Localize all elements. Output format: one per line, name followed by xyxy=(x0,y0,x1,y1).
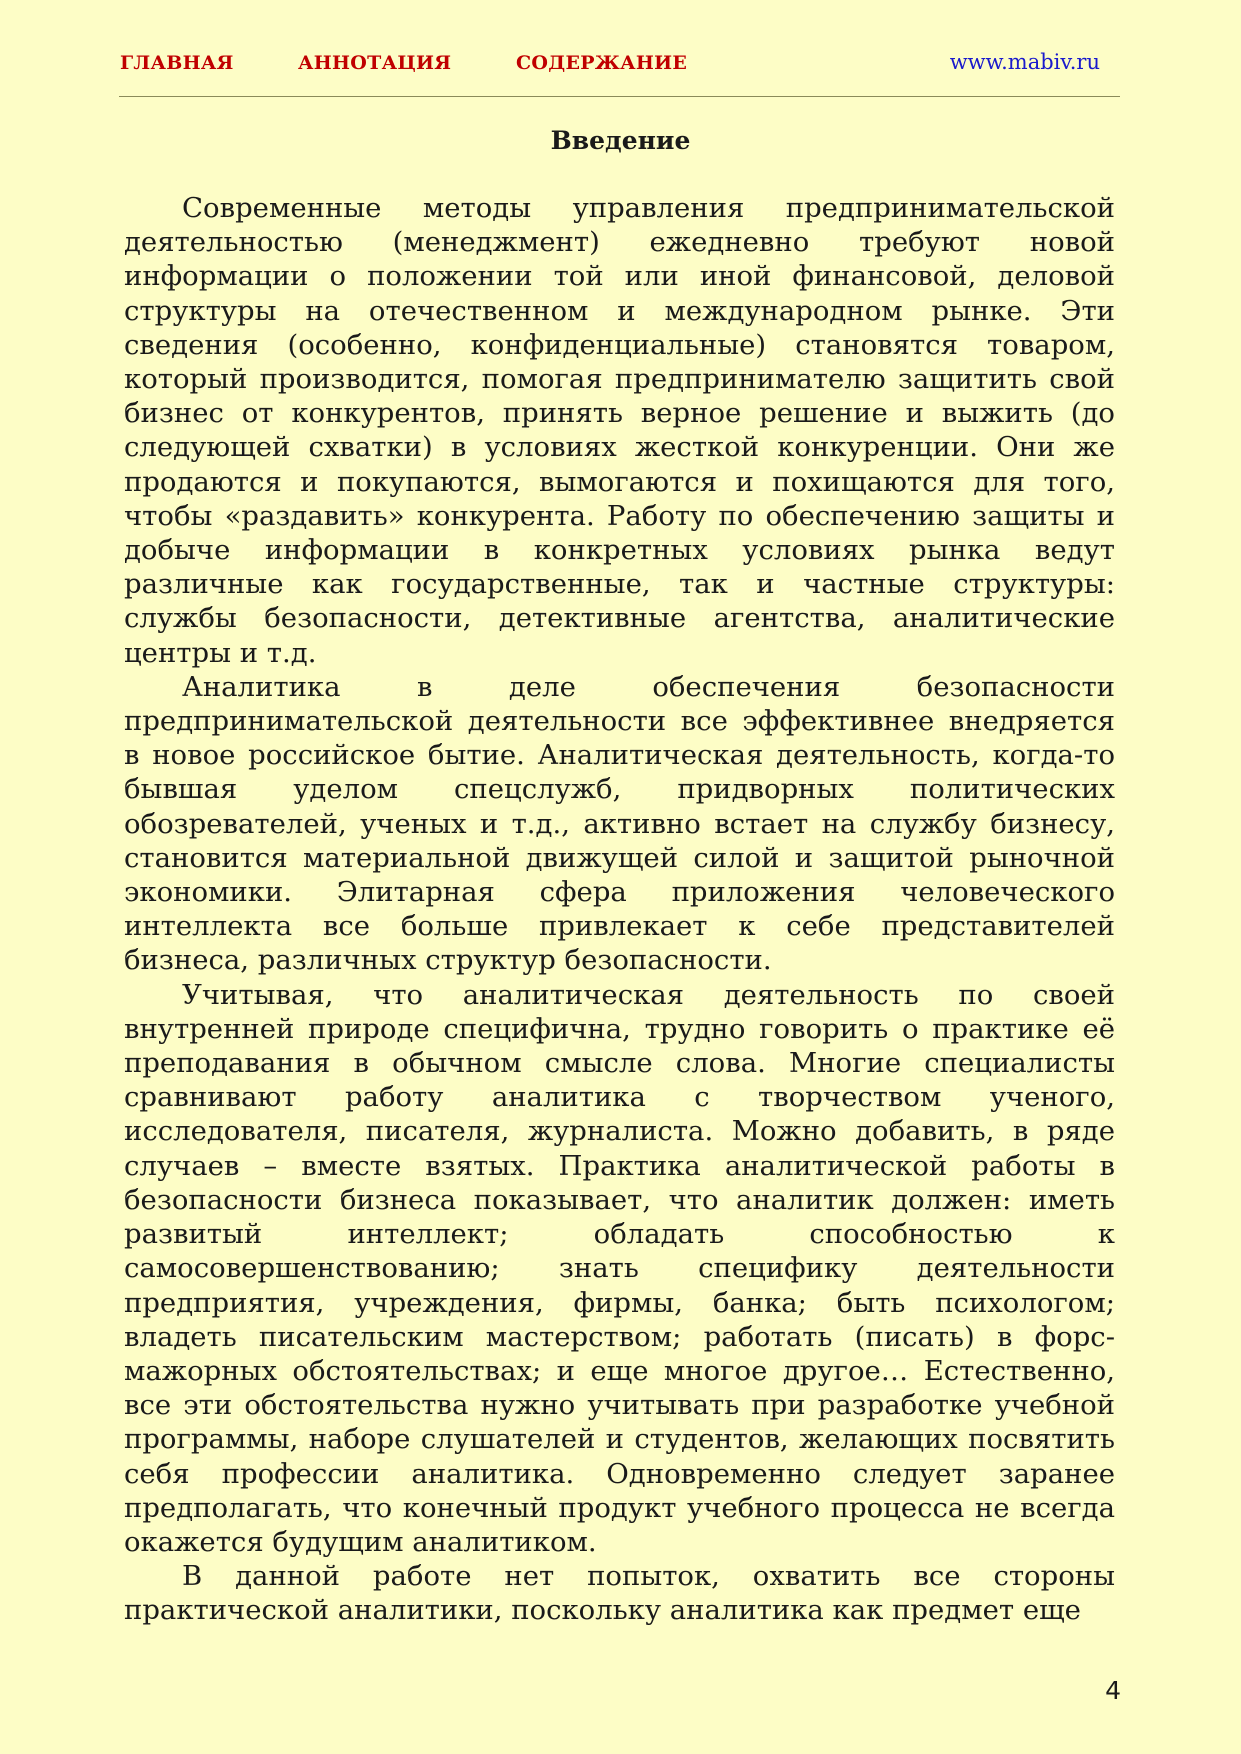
nav-link-annotation[interactable]: АННОТАЦИЯ xyxy=(298,52,452,74)
header-divider xyxy=(119,96,1120,97)
paragraph-4: В данной работе нет попыток, охватить все стороны практической аналитики, поскольку аналитика как предмет еще xyxy=(124,1560,1115,1627)
nav-link-contents[interactable]: СОДЕРЖАНИЕ xyxy=(516,52,688,74)
paragraph-2: Аналитика в деле обеспечения безопасности предпринимательской деятельности все эффективнее внедряется в новое российское бытие. Аналитическая деятельность, когда-то бывшая уделом спецслужб, придворных политических обозревателей, ученых и т.д., активно встает на службу бизнесу, становится материальной движущей силой и защитой рыночной экономики. Элитарная сфера приложения человеческого интеллекта все больше привлекает к себе представителей бизнеса, различных структур безопасности. xyxy=(124,670,1115,977)
page-title: Введение xyxy=(550,126,691,155)
paragraph-3: Учитывая, что аналитическая деятельность по своей внутренней природе специфична, трудно говорить о практике её преподавания в обычном смысле слова. Многие специалисты сравнивают работу аналитика с творчеством ученого, исследователя, писателя, журналиста. Можно добавить, в ряде случаев – вместе взятых. Практика аналитической работы в безопасности бизнеса показывает, что аналитик должен: иметь развитый интеллект; обладать способностью к самосовершенствованию; знать специфику деятельности предприятия, учреждения, фирмы, банка; быть психологом; владеть писательским мастерством; работать (писать) в форс-мажорных обстоятельствах; и еще многое другое… Естественно, все эти обстоятельства нужно учитывать при разработке учебной программы, наборе слушателей и студентов, желающих посвятить себя профессии аналитика. Одновременно следует заранее предполагать, что конечный продукт учебного процесса не всегда окажется будущим аналитиком. xyxy=(124,978,1115,1558)
page-number: 4 xyxy=(1105,1676,1121,1705)
top-navigation xyxy=(120,50,1120,80)
nav-link-home[interactable]: ГЛАВНАЯ xyxy=(120,52,234,74)
body-text xyxy=(124,191,1115,1628)
site-link[interactable]: www.mabiv.ru xyxy=(949,50,1100,74)
paragraph-1: Современные методы управления предпринимательской деятельностью (менеджмент) ежедневно требуют новой информации о положении той или иной финансовой, деловой структуры на отечественном и международном рынке. Эти сведения (особенно, конфиденциальные) становятся товаром, который производится, помогая предпринимателю защитить свой бизнес от конкурентов, принять верное решение и выжить (до следующей схватки) в условиях жесткой конкуренции. Они же продаются и покупаются, вымогаются и похищаются для того, чтобы «раздавить» конкурента. Работу по обеспечению защиты и добыче информации в конкретных условиях рынка ведут различные как государственные, так и частные структуры: службы безопасности, детективные агентства, аналитические центры и т.д. xyxy=(124,192,1115,669)
